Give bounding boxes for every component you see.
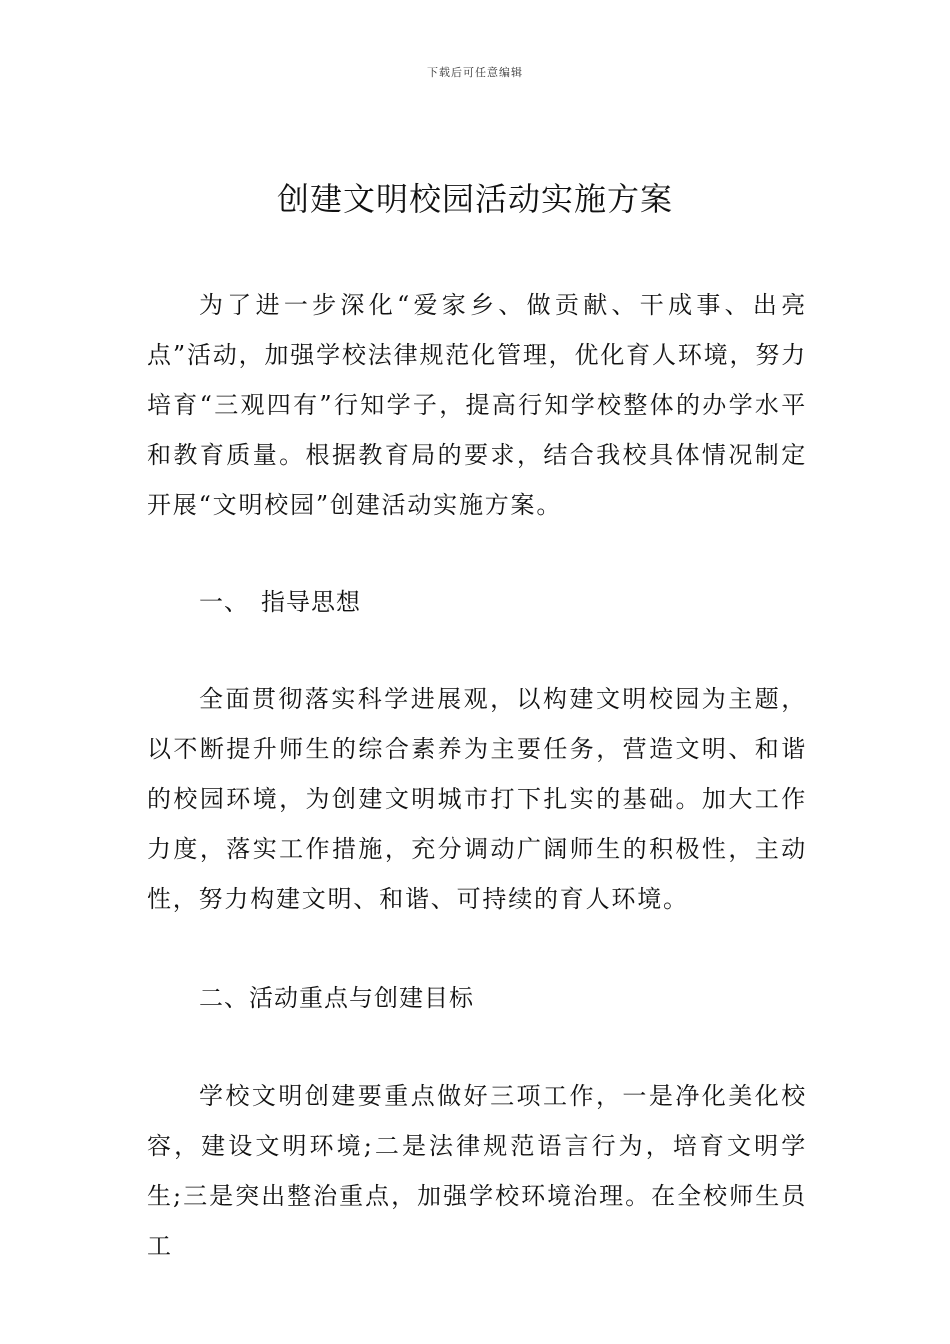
section-number-1: 一、 — [199, 588, 249, 616]
header-note: 下载后可任意编辑 — [427, 66, 523, 79]
intro-paragraph: 为了进一步深化“爱家乡、做贡献、干成事、出亮点”活动，加强学校法律规范化管理，优化育人环境，努力培育“三观四有”行知学子，提高行知学校整体的办学水平和教育质量。根据教育局的要求，结合我校具体情况制定开展“文明校园”创建活动实施方案。 — [147, 291, 807, 519]
section-heading-2: 二、活动重点与创建目标 — [199, 984, 474, 1012]
section-heading-1 — [147, 577, 859, 627]
document-title: 创建文明校园活动实施方案 — [276, 180, 673, 218]
section-1-paragraph: 全面贯彻落实科学进展观，以构建文明校园为主题，以不断提升师生的综合素养为主要任务，营造文明、和谐的校园环境，为创建文明城市打下扎实的基础。加大工作力度，落实工作措施，充分调动广阔师生的积极性，主动性，努力构建文明、和谐、可持续的育人环境。 — [147, 685, 807, 913]
section-title-1: 指导思想 — [261, 588, 361, 616]
section-2-paragraph: 学校文明创建要重点做好三项工作，一是净化美化校容，建设文明环境;二是法律规范语言行为，培育文明学生;三是突出整治重点，加强学校环境治理。在全校师生员工 — [147, 1082, 807, 1260]
